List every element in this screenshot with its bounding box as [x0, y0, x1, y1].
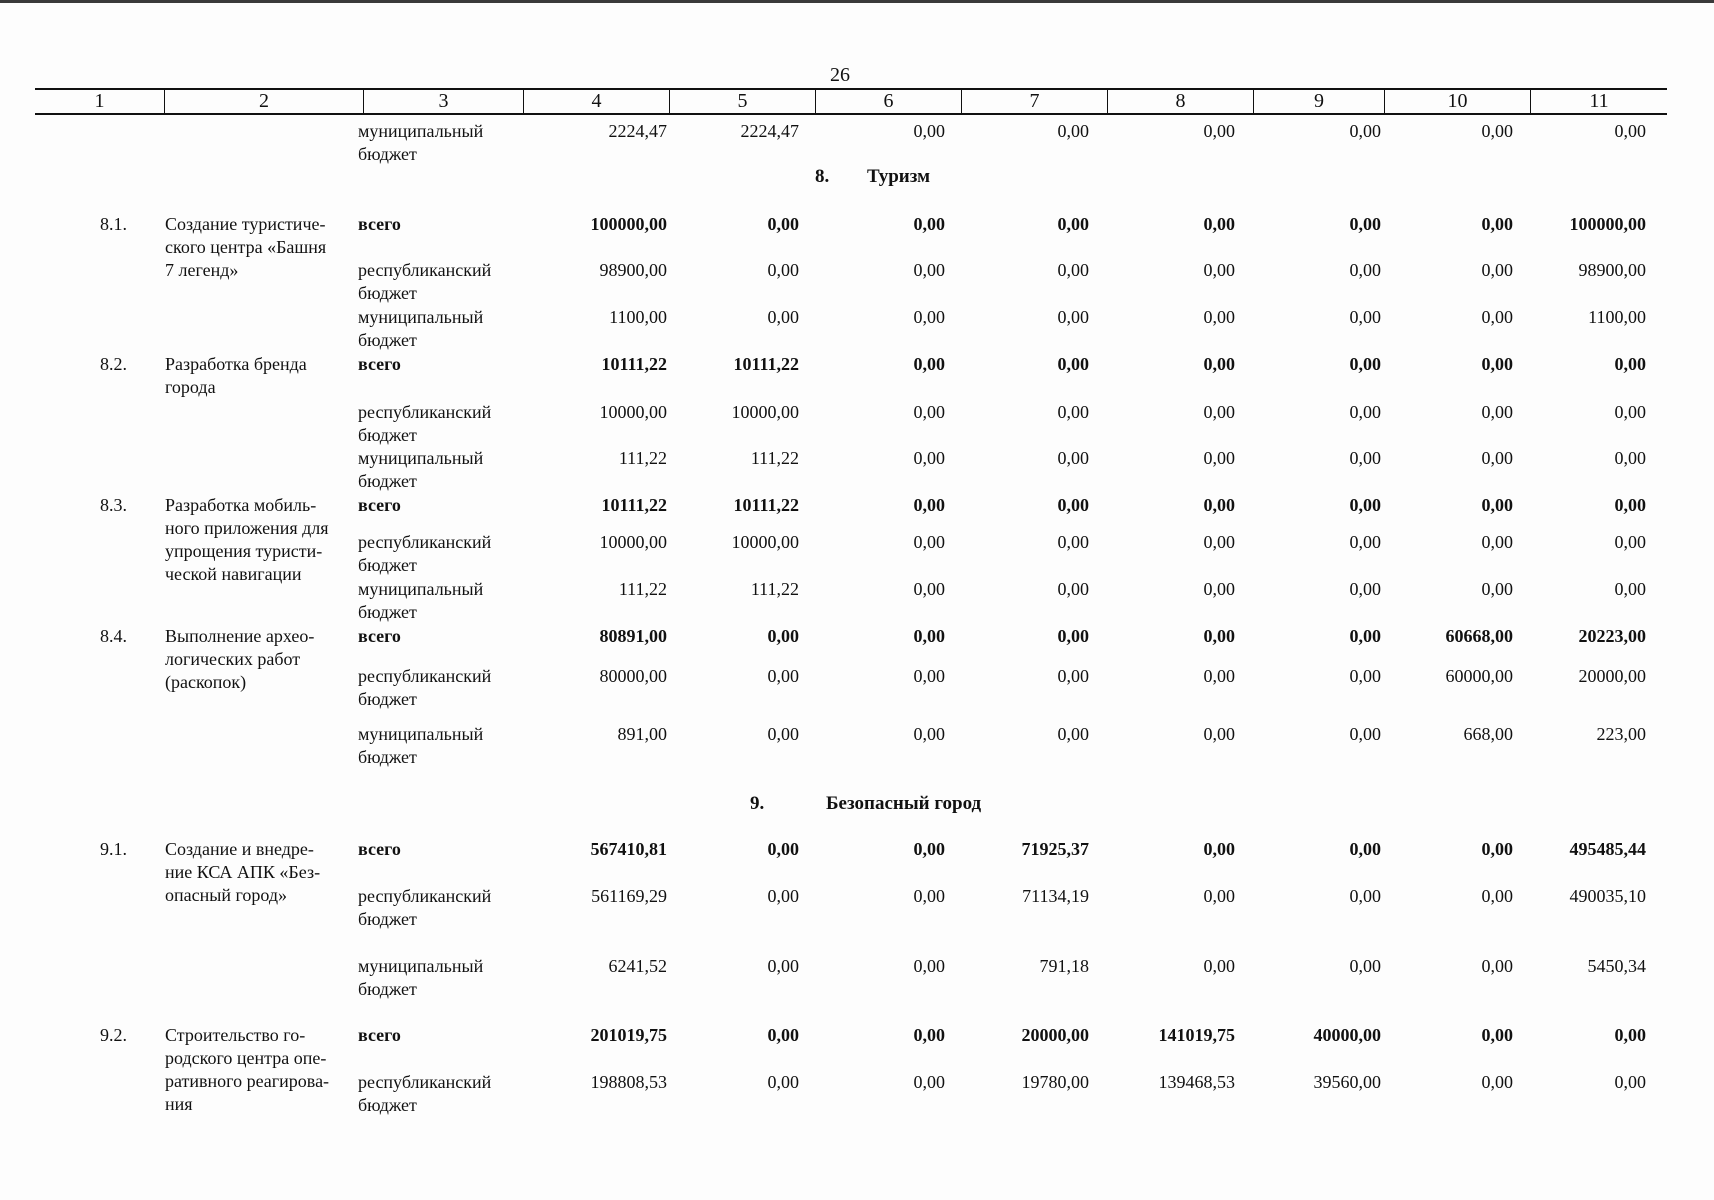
funding-source-line: бюджет	[358, 979, 417, 999]
value-col-5: 0,00	[767, 260, 799, 280]
funding-source-label	[358, 1024, 518, 1047]
value-col-11: 1100,00	[1588, 307, 1646, 327]
value-col-6: 0,00	[913, 532, 945, 552]
value-col-5: 0,00	[767, 666, 799, 686]
value-col-4: 201019,75	[590, 1025, 667, 1045]
funding-source-label	[358, 955, 518, 1001]
value-col-7: 0,00	[1057, 724, 1089, 744]
value-col-4: 111,22	[618, 579, 667, 599]
item-name-line: логических работ	[165, 649, 301, 669]
value-col-9: 0,00	[1349, 307, 1381, 327]
value-col-10: 668,00	[1463, 724, 1513, 744]
value-col-7: 0,00	[1057, 448, 1089, 468]
value-col-6: 0,00	[913, 579, 945, 599]
value-col-5: 0,00	[767, 886, 799, 906]
value-col-5: 0,00	[767, 214, 799, 234]
item-name-line: Создание и внедре-	[165, 839, 314, 859]
value-col-5: 0,00	[767, 1025, 799, 1045]
value-col-5: 0,00	[767, 956, 799, 976]
value-col-6: 0,00	[913, 402, 945, 422]
funding-source-line: бюджет	[358, 555, 417, 575]
value-col-9: 0,00	[1349, 121, 1381, 141]
value-col-8: 0,00	[1203, 214, 1235, 234]
column-header-10: 10	[1384, 90, 1530, 113]
funding-source-line: бюджет	[358, 471, 417, 491]
item-name	[165, 494, 365, 586]
value-col-10: 0,00	[1481, 1072, 1513, 1092]
item-name-line: ческой навигации	[165, 564, 302, 584]
value-col-11: 20223,00	[1578, 626, 1646, 646]
column-header-6: 6	[815, 90, 961, 113]
funding-source-line: муниципальный	[358, 307, 484, 327]
value-col-7: 0,00	[1057, 532, 1089, 552]
funding-source-line: всего	[358, 1025, 401, 1045]
value-col-9: 0,00	[1349, 724, 1381, 744]
value-col-11: 0,00	[1614, 532, 1646, 552]
funding-source-line: бюджет	[358, 425, 417, 445]
value-col-8: 141019,75	[1158, 1025, 1235, 1045]
funding-source-label	[358, 401, 518, 447]
column-header-4: 4	[523, 90, 669, 113]
value-col-6: 0,00	[913, 724, 945, 744]
value-col-11: 0,00	[1614, 1025, 1646, 1045]
funding-source-line: республиканский	[358, 532, 492, 552]
funding-source-line: республиканский	[358, 402, 492, 422]
value-col-5: 0,00	[767, 1072, 799, 1092]
value-col-4: 80000,00	[599, 666, 667, 686]
value-col-9: 39560,00	[1313, 1072, 1381, 1092]
value-col-10: 0,00	[1481, 307, 1513, 327]
item-name-line: упрощения туристи-	[165, 541, 323, 561]
column-header-1: 1	[94, 90, 105, 112]
value-col-6: 0,00	[913, 666, 945, 686]
value-col-7: 0,00	[1057, 402, 1089, 422]
funding-source-label	[358, 1071, 518, 1117]
value-col-11: 20000,00	[1578, 666, 1646, 686]
value-col-4: 10000,00	[599, 402, 667, 422]
value-col-8: 0,00	[1203, 666, 1235, 686]
funding-source-label	[358, 723, 518, 769]
value-col-10: 0,00	[1481, 532, 1513, 552]
funding-source-label	[358, 353, 518, 376]
scan-edge	[0, 0, 1714, 3]
value-col-9: 0,00	[1349, 260, 1381, 280]
value-col-7: 71925,37	[1021, 839, 1089, 859]
funding-source-line: республиканский	[358, 666, 492, 686]
value-col-7: 0,00	[1057, 626, 1089, 646]
item-number: 8.3.	[100, 495, 127, 515]
column-header-2: 2	[164, 90, 363, 113]
section-title: Безопасный город	[826, 793, 982, 814]
value-col-8: 0,00	[1203, 956, 1235, 976]
value-col-6: 0,00	[913, 121, 945, 141]
funding-source-label	[358, 447, 518, 493]
value-col-8: 0,00	[1203, 121, 1235, 141]
value-col-11: 490035,10	[1569, 886, 1646, 906]
funding-source-line: бюджет	[358, 747, 417, 767]
value-col-9: 40000,00	[1313, 1025, 1381, 1045]
item-number: 9.2.	[100, 1025, 127, 1045]
table-header-row	[35, 90, 1667, 113]
item-number: 8.2.	[100, 354, 127, 374]
funding-source-line: республиканский	[358, 886, 492, 906]
value-col-11: 98900,00	[1578, 260, 1646, 280]
value-col-8: 0,00	[1203, 448, 1235, 468]
funding-source-label	[358, 306, 518, 352]
value-col-9: 0,00	[1349, 214, 1381, 234]
value-col-4: 10000,00	[599, 532, 667, 552]
value-col-9: 0,00	[1349, 666, 1381, 686]
item-name-line: (раскопок)	[165, 672, 247, 692]
value-col-4: 10111,22	[601, 495, 667, 515]
item-number: 8.4.	[100, 626, 127, 646]
item-name-line: родского центра опе-	[165, 1048, 327, 1068]
value-col-8: 0,00	[1203, 579, 1235, 599]
value-col-7: 71134,19	[1022, 886, 1089, 906]
value-col-10: 0,00	[1481, 121, 1513, 141]
value-col-9: 0,00	[1349, 579, 1381, 599]
column-header-5: 5	[669, 90, 815, 113]
funding-source-line: всего	[358, 214, 401, 234]
value-col-9: 0,00	[1349, 402, 1381, 422]
item-name-line: Выполнение архео-	[165, 626, 315, 646]
value-col-5: 10000,00	[731, 532, 799, 552]
value-col-6: 0,00	[913, 839, 945, 859]
funding-source-label	[358, 838, 518, 861]
item-name-line: ного приложения для	[165, 518, 329, 538]
item-name-line: ративного реагирова-	[165, 1071, 330, 1091]
value-col-5: 0,00	[767, 724, 799, 744]
funding-source-label	[358, 213, 518, 236]
value-col-8: 139468,53	[1158, 1072, 1235, 1092]
value-col-4: 100000,00	[590, 214, 667, 234]
value-col-5: 2224,47	[740, 121, 799, 141]
value-col-4: 111,22	[618, 448, 667, 468]
value-col-8: 0,00	[1203, 495, 1235, 515]
value-col-7: 20000,00	[1021, 1025, 1089, 1045]
value-col-5: 10111,22	[733, 495, 799, 515]
value-col-6: 0,00	[913, 1025, 945, 1045]
item-name	[165, 625, 365, 694]
value-col-7: 0,00	[1057, 354, 1089, 374]
item-number: 9.1.	[100, 839, 127, 859]
column-header-7: 7	[961, 90, 1107, 113]
value-col-8: 0,00	[1203, 886, 1235, 906]
value-col-9: 0,00	[1349, 532, 1381, 552]
value-col-10: 60668,00	[1445, 626, 1513, 646]
funding-source-label	[358, 494, 518, 517]
value-col-4: 98900,00	[599, 260, 667, 280]
value-col-5: 10111,22	[733, 354, 799, 374]
value-col-4: 10111,22	[601, 354, 667, 374]
funding-source-line: муниципальный	[358, 448, 484, 468]
value-col-5: 0,00	[767, 626, 799, 646]
funding-source-line: республиканский	[358, 260, 492, 280]
value-col-4: 567410,81	[590, 839, 667, 859]
funding-source-label	[358, 885, 518, 931]
value-col-4: 1100,00	[609, 307, 667, 327]
value-col-10: 0,00	[1481, 1025, 1513, 1045]
value-col-10: 0,00	[1481, 448, 1513, 468]
value-col-11: 0,00	[1614, 495, 1646, 515]
funding-source-line: всего	[358, 626, 401, 646]
value-col-6: 0,00	[913, 1072, 945, 1092]
value-col-5: 111,22	[750, 579, 799, 599]
value-col-10: 60000,00	[1445, 666, 1513, 686]
value-col-9: 0,00	[1349, 626, 1381, 646]
value-col-6: 0,00	[913, 886, 945, 906]
value-col-11: 5450,34	[1587, 956, 1646, 976]
value-col-7: 0,00	[1057, 666, 1089, 686]
funding-source-line: бюджет	[358, 909, 417, 929]
funding-source-label	[358, 120, 518, 166]
value-col-9: 0,00	[1349, 886, 1381, 906]
value-col-6: 0,00	[913, 626, 945, 646]
table-header-bottom-rule	[35, 113, 1667, 115]
value-col-11: 223,00	[1596, 724, 1646, 744]
item-name-line: ния	[165, 1094, 193, 1114]
value-col-4: 198808,53	[590, 1072, 667, 1092]
item-name	[165, 1024, 365, 1116]
value-col-10: 0,00	[1481, 354, 1513, 374]
funding-source-label	[358, 625, 518, 648]
section-number: 9.	[750, 793, 765, 814]
value-col-5: 10000,00	[731, 402, 799, 422]
item-name-line: города	[165, 377, 216, 397]
value-col-9: 0,00	[1349, 839, 1381, 859]
value-col-8: 0,00	[1203, 532, 1235, 552]
value-col-9: 0,00	[1349, 448, 1381, 468]
value-col-5: 0,00	[767, 307, 799, 327]
page-number: 26	[830, 64, 850, 86]
value-col-10: 0,00	[1481, 886, 1513, 906]
value-col-8: 0,00	[1203, 260, 1235, 280]
funding-source-line: бюджет	[358, 283, 417, 303]
funding-source-line: муниципальный	[358, 724, 484, 744]
value-col-8: 0,00	[1203, 626, 1235, 646]
funding-source-label	[358, 259, 518, 305]
item-number: 8.1.	[100, 214, 127, 234]
value-col-11: 100000,00	[1569, 214, 1646, 234]
funding-source-line: бюджет	[358, 1095, 417, 1115]
column-header-9: 9	[1253, 90, 1384, 113]
value-col-6: 0,00	[913, 354, 945, 374]
value-col-7: 0,00	[1057, 214, 1089, 234]
value-col-6: 0,00	[913, 956, 945, 976]
funding-source-line: муниципальный	[358, 121, 484, 141]
item-name-line: 7 легенд»	[165, 260, 239, 280]
value-col-6: 0,00	[913, 448, 945, 468]
funding-source-line: бюджет	[358, 144, 417, 164]
value-col-9: 0,00	[1349, 354, 1381, 374]
value-col-9: 0,00	[1349, 495, 1381, 515]
value-col-7: 791,18	[1039, 956, 1089, 976]
column-header-8: 8	[1107, 90, 1253, 113]
value-col-8: 0,00	[1203, 724, 1235, 744]
funding-source-line: всего	[358, 839, 401, 859]
section-number: 8.	[815, 166, 830, 187]
value-col-7: 0,00	[1057, 307, 1089, 327]
funding-source-label	[358, 531, 518, 577]
value-col-11: 0,00	[1614, 448, 1646, 468]
funding-source-line: бюджет	[358, 330, 417, 350]
value-col-6: 0,00	[913, 307, 945, 327]
value-col-11: 495485,44	[1569, 839, 1646, 859]
column-header-11: 11	[1530, 90, 1667, 113]
value-col-7: 0,00	[1057, 260, 1089, 280]
funding-source-line: всего	[358, 354, 401, 374]
value-col-4: 6241,52	[608, 956, 667, 976]
value-col-4: 2224,47	[608, 121, 667, 141]
value-col-10: 0,00	[1481, 402, 1513, 422]
value-col-9: 0,00	[1349, 956, 1381, 976]
value-col-4: 891,00	[617, 724, 667, 744]
item-name-line: ние КСА АПК «Без-	[165, 862, 321, 882]
value-col-10: 0,00	[1481, 495, 1513, 515]
value-col-6: 0,00	[913, 260, 945, 280]
value-col-7: 19780,00	[1021, 1072, 1089, 1092]
value-col-11: 0,00	[1614, 579, 1646, 599]
value-col-10: 0,00	[1481, 214, 1513, 234]
value-col-11: 0,00	[1614, 402, 1646, 422]
value-col-8: 0,00	[1203, 839, 1235, 859]
funding-source-label	[358, 578, 518, 624]
item-name-line: опасный город»	[165, 885, 288, 905]
funding-source-line: муниципальный	[358, 579, 484, 599]
section-title: Туризм	[867, 166, 931, 187]
funding-source-line: муниципальный	[358, 956, 484, 976]
funding-source-line: бюджет	[358, 689, 417, 709]
value-col-10: 0,00	[1481, 956, 1513, 976]
funding-source-line: всего	[358, 495, 401, 515]
value-col-7: 0,00	[1057, 495, 1089, 515]
value-col-5: 111,22	[750, 448, 799, 468]
value-col-8: 0,00	[1203, 307, 1235, 327]
funding-source-line: бюджет	[358, 602, 417, 622]
funding-source-line: республиканский	[358, 1072, 492, 1092]
value-col-10: 0,00	[1481, 260, 1513, 280]
value-col-7: 0,00	[1057, 579, 1089, 599]
value-col-11: 0,00	[1614, 354, 1646, 374]
value-col-10: 0,00	[1481, 839, 1513, 859]
value-col-5: 0,00	[767, 839, 799, 859]
value-col-4: 561169,29	[591, 886, 667, 906]
item-name-line: Разработка мобиль-	[165, 495, 317, 515]
value-col-11: 0,00	[1614, 1072, 1646, 1092]
value-col-7: 0,00	[1057, 121, 1089, 141]
item-name-line: ского центра «Башня	[165, 237, 327, 257]
value-col-11: 0,00	[1614, 121, 1646, 141]
funding-source-label	[358, 665, 518, 711]
item-name	[165, 838, 365, 907]
column-header-3: 3	[363, 90, 523, 113]
item-name-line: Строительство го-	[165, 1025, 306, 1045]
item-name-line: Создание туристиче-	[165, 214, 326, 234]
item-name	[165, 213, 365, 282]
value-col-6: 0,00	[913, 495, 945, 515]
item-name-line: Разработка бренда	[165, 354, 307, 374]
value-col-8: 0,00	[1203, 354, 1235, 374]
value-col-10: 0,00	[1481, 579, 1513, 599]
item-name	[165, 353, 365, 399]
value-col-6: 0,00	[913, 214, 945, 234]
value-col-4: 80891,00	[599, 626, 667, 646]
value-col-8: 0,00	[1203, 402, 1235, 422]
